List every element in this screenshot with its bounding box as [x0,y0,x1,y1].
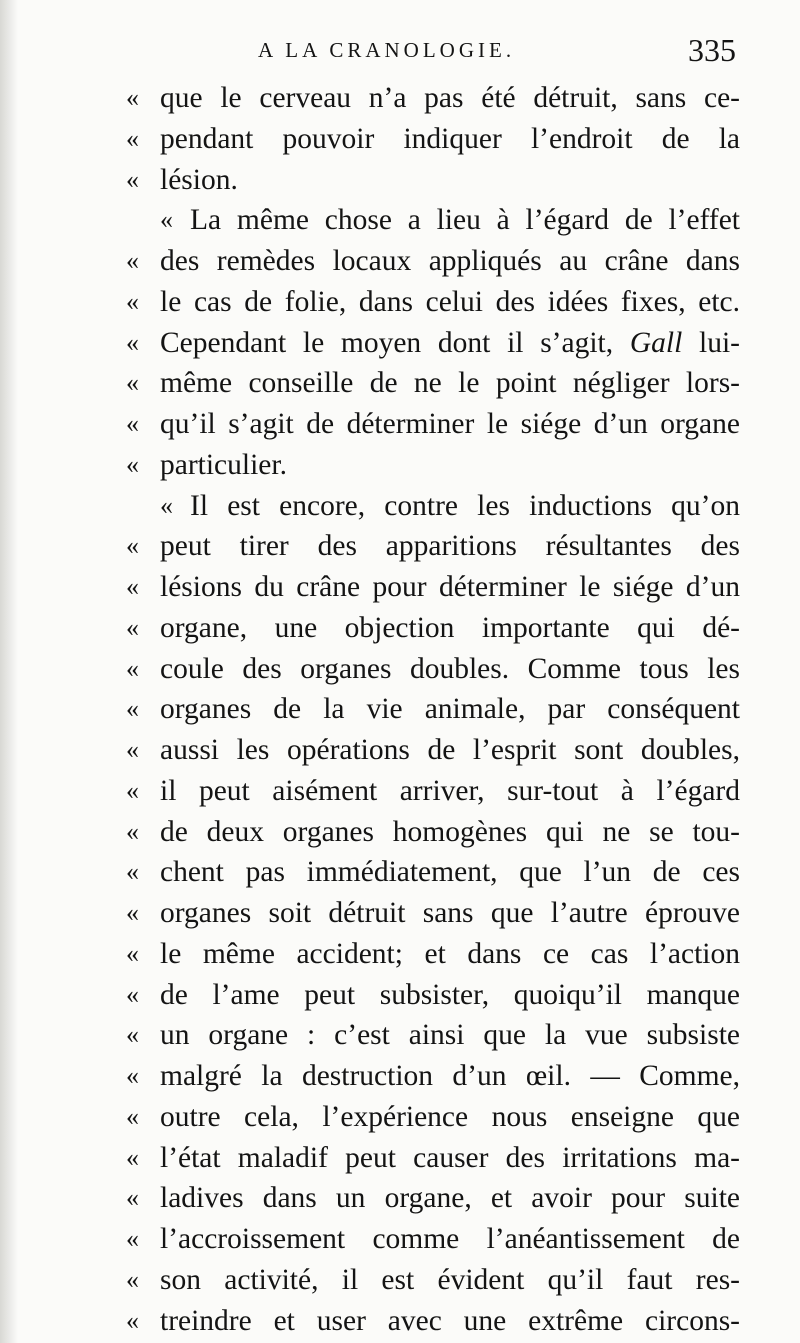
running-head: A LA CRANOLOGIE. [258,38,516,62]
line-text: aussi les opérations de l’esprit sont doubles, [160,734,740,766]
text-line [118,241,758,282]
text-line [118,1219,758,1260]
text-line [118,689,758,730]
line-text: de l’ame peut subsister, quoiqu’il manque [160,978,740,1011]
line-text: Il est encore, contre les inductions qu’on [190,489,740,522]
line-text: que le cerveau n’a pas été détruit, sans ce- [160,82,740,114]
quote-mark: « [126,1224,139,1253]
line-text: son activité, il est évident qu’il faut res- [160,1263,740,1296]
quote-mark: « [126,775,139,805]
quote-mark: « [160,205,173,235]
line-text: organes de la vie animale, par conséquent [160,693,740,726]
line-text: le même accident; et dans ce cas l’action [160,937,740,970]
quote-mark: « [126,1061,139,1090]
line-text: même conseille de ne le point négliger lors- [160,367,740,400]
quote-mark: « [126,816,139,846]
line-text: chent pas immédiatement, que l’un de ces [160,856,740,889]
text-line [118,730,758,771]
line-text: un organe : c’est ainsi que la vue subsiste [160,1019,740,1052]
line-text: outre cela, l’expérience nous enseigne que [160,1100,740,1133]
line-text-part: lui- [682,326,740,359]
line-text: peut tirer des apparitions résultantes des [160,530,740,563]
text-line [118,1301,758,1342]
line-text: l’état maladif peut causer des irritations ma- [160,1141,740,1174]
quote-mark: « [126,409,139,438]
quote-mark: « [126,83,139,112]
body-text [118,78,758,1341]
text-line [118,649,758,690]
line-text: de deux organes homogènes qui ne se tou- [160,815,740,848]
text-line [118,526,758,567]
page-header [0,32,800,72]
quote-mark: « [126,857,139,887]
text-line [118,812,758,853]
text-line [118,363,758,404]
text-line [118,1138,758,1179]
quote-mark: « [126,1020,139,1050]
text-line [118,445,758,486]
line-text: le cas de folie, dans celui des idées fixes, etc. [160,285,740,318]
quote-mark: « [126,531,139,561]
page-number: 335 [688,32,736,68]
quote-mark: « [126,449,139,479]
line-text: organes soit détruit sans que l’autre éprouve [160,897,740,929]
text-line [118,1056,758,1097]
text-line [118,1015,758,1056]
quote-mark: « [126,653,139,683]
text-line [118,78,758,119]
quote-mark: « [126,246,139,275]
quote-mark: « [126,979,139,1009]
line-text: malgré la destruction d’un œil. — Comme, [160,1060,740,1092]
quote-mark: « [126,1101,139,1131]
line-text: il peut aisément arriver, sur-tout à l’égard [160,774,740,807]
quote-mark: « [126,735,139,764]
line-text [160,323,740,364]
quote-mark: « [126,1305,139,1335]
text-line [118,893,758,934]
quote-mark: « [126,1264,139,1294]
quote-mark: « [126,123,139,153]
line-text: lésions du crâne pour déterminer le siége d’un [160,571,740,603]
text-line [118,975,758,1016]
line-text: organe, une objection importante qui dé- [160,611,740,644]
quote-mark: « [160,490,173,520]
line-text: treindre et user avec une extrême circons- [160,1304,740,1337]
quote-mark: « [126,572,139,601]
text-line [118,282,758,323]
quote-mark: « [126,1183,139,1213]
quote-mark: « [126,938,139,968]
text-line [118,852,758,893]
quote-mark: « [126,286,139,316]
line-text: La même chose a lieu à l’égard de l’effet [190,204,740,237]
quote-mark: « [126,368,139,398]
text-line [118,1097,758,1138]
quote-mark: « [126,898,139,927]
text-line [118,1178,758,1219]
quote-mark: « [126,694,139,724]
text-line [118,323,758,364]
page-gutter-shadow [0,0,18,1343]
line-text: pendant pouvoir indiquer l’endroit de la [160,122,740,155]
quote-mark: « [126,327,139,357]
text-line [118,608,758,649]
text-line [118,567,758,608]
line-text: ladives dans un organe, et avoir pour suite [160,1182,740,1215]
line-text-part: Cependant le moyen dont il s’agit, [160,326,630,359]
quote-mark: « [126,612,139,642]
line-text: des remèdes locaux appliqués au crâne dans [160,245,740,277]
line-text: lésion. [160,163,238,196]
quote-mark: « [126,1142,139,1172]
text-line [118,934,758,975]
line-text: l’accroissement comme l’anéantissement de [160,1223,740,1255]
italic-name: Gall [629,326,683,359]
quote-mark: « [126,164,139,194]
text-line [118,200,758,241]
line-text: coule des organes doubles. Comme tous les [160,652,740,685]
text-line [118,1260,758,1301]
text-line [118,771,758,812]
text-line [118,486,758,527]
text-line [118,119,758,160]
line-text: qu’il s’agit de déterminer le siége d’un organe [160,408,740,440]
text-line [118,404,758,445]
line-text: particulier. [160,448,287,481]
text-line [118,160,758,201]
